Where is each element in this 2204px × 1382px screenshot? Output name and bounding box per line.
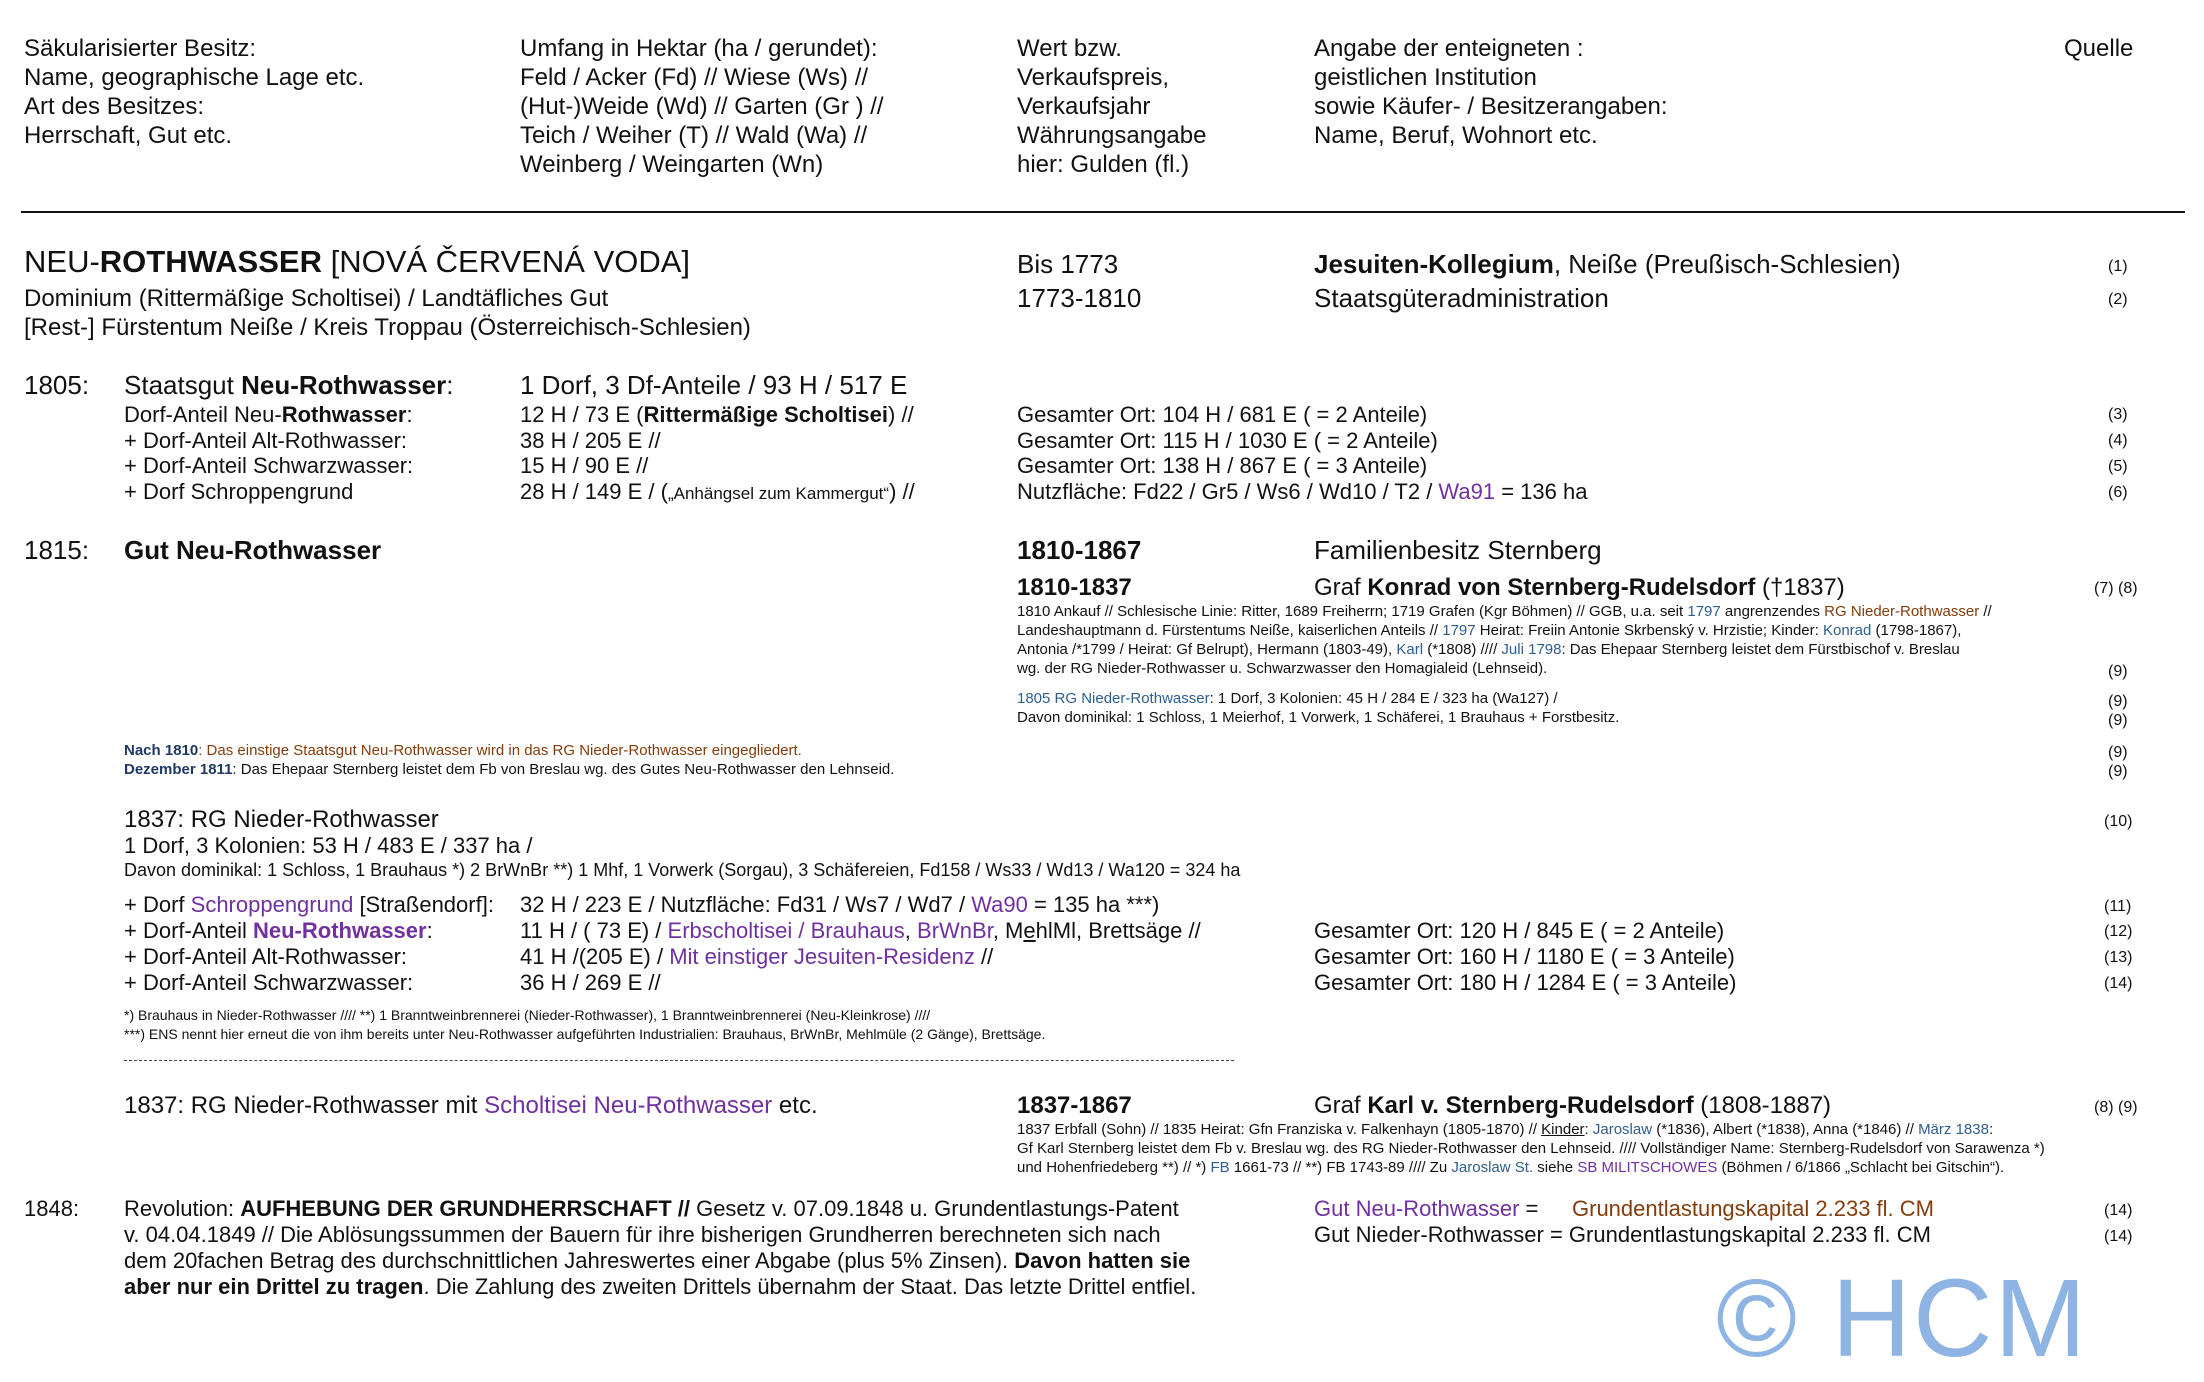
ref-14c: (14) xyxy=(2104,1228,2133,1245)
dorf-anteil-schwarz-total: Gesamter Ort: 138 H / 867 E ( = 3 Anteile) xyxy=(1017,453,1428,478)
konrad-detail-1: 1810 Ankauf // Schlesische Linie: Ritter, 1689 Freiherrn; 1719 Grafen (Kgr Böhmen) // GGB, u.a. seit 1797 angrenzendes RG Nieder-Rothwasser // xyxy=(1017,603,1992,620)
rg-dorf-anteil-schwarz-size: 36 H / 269 E // xyxy=(520,970,661,995)
section-divider xyxy=(124,1060,1234,1061)
ref-9d: (9) xyxy=(2108,744,2128,761)
rg-dorf-schroppengrund: + Dorf Schroppengrund [Straßendorf]: xyxy=(124,892,494,917)
year-1815: 1815: xyxy=(24,535,90,565)
dorf-anteil-alt-size: 38 H / 205 E // xyxy=(520,428,661,453)
year-1805: 1805: xyxy=(24,370,90,400)
grundentlastung-neu-kapital: Grundentlastungskapital 2.233 fl. CM xyxy=(1572,1196,1934,1221)
ref-9e: (9) xyxy=(2108,763,2128,780)
rg-1805: 1805 RG Nieder-Rothwasser: 1 Dorf, 3 Kolonien: 45 H / 284 E / 323 ha (Wa127) / xyxy=(1017,690,1558,707)
ref-6: (6) xyxy=(2108,484,2128,501)
note-dezember-1811: Dezember 1811: Das Ehepaar Sternberg leistet dem Fb von Breslau wg. des Gutes Neu-Rothwasser den Lehnseid. xyxy=(124,761,895,778)
rg-1837-title: 1837: RG Nieder-Rothwasser xyxy=(124,806,439,833)
rg-1837-summary: 1 Dorf, 3 Kolonien: 53 H / 483 E / 337 ha / xyxy=(124,833,533,858)
footnote-2: ***) ENS nennt hier erneut die von ihm bereits unter Neu-Rothwasser aufgeführten Industrialien: Brauhaus, BrWnBr, Mehlmüle (2 Gänge), Brettsäge. xyxy=(124,1026,1046,1042)
revolution-line4: aber nur ein Drittel zu tragen. Die Zahlung des zweiten Drittels übernahm der Staat. Das letzte Drittel entfiel. xyxy=(124,1274,1197,1299)
header-col-institution: Angabe der enteigneten : geistlichen Institution sowie Käufer- / Besitzerangaben: Name, Beruf, Wohnort etc. xyxy=(1314,35,1668,149)
ref-3: (3) xyxy=(2108,406,2128,423)
ref-13: (13) xyxy=(2104,949,2133,966)
ref-7-8: (7) (8) xyxy=(2094,580,2138,597)
dorf-anteil-schwarz: + Dorf-Anteil Schwarzwasser: xyxy=(124,453,414,478)
dorf-schroppengrund-size: 28 H / 149 E / („Anhängsel zum Kammergut“) // xyxy=(520,479,915,504)
konrad-detail-2: Landeshauptmann d. Fürstentums Neiße, kaiserlichen Anteils // 1797 Heirat: Freiin Antonie Skrbenský v. Hrzistie; Kinder: Konrad (1798-1867), xyxy=(1017,622,1962,639)
ref-10: (10) xyxy=(2104,813,2133,830)
dorf-anteil-alt-total: Gesamter Ort: 115 H / 1030 E ( = 2 Anteile) xyxy=(1017,428,1438,453)
note-nach-1810: Nach 1810: Das einstige Staatsgut Neu-Rothwasser wird in das RG Nieder-Rothwasser eingegliedert. xyxy=(124,742,802,759)
ref-4: (4) xyxy=(2108,432,2128,449)
dorf-schroppengrund: + Dorf Schroppengrund xyxy=(124,479,354,504)
header-col-quelle: Quelle xyxy=(2064,35,2134,62)
rg-dorf-schroppengrund-size: 32 H / 223 E / Nutzfläche: Fd31 / Ws7 / Wd7 / Wa90 = 135 ha ***) xyxy=(520,892,1160,917)
ref-2: (2) xyxy=(2108,291,2128,308)
revolution-line1: Revolution: AUFHEBUNG DER GRUNDHERRSCHAFT // Gesetz v. 07.09.1848 u. Grundentlastungs-Patent xyxy=(124,1196,1179,1221)
konrad-detail-4: wg. der RG Nieder-Rothwasser u. Schwarzwasser den Homagialeid (Lehnseid). xyxy=(1017,660,1548,677)
dorf-anteil-neu: Dorf-Anteil Neu-Rothwasser: xyxy=(124,402,413,427)
revolution-line3: dem 20fachen Betrag des durchschnittlichen Jahreswertes einer Abgabe (plus 5% Zinsen). Davon hatten sie xyxy=(124,1248,1191,1273)
header-col-besitz: Säkularisierter Besitz: Name, geographische Lage etc. Art des Besitzes: Herrschaft, Gut etc. xyxy=(24,35,365,149)
dorf-schroppengrund-nutzflaeche: Nutzfläche: Fd22 / Gr5 / Ws6 / Wd10 / T2 / Wa91 = 136 ha xyxy=(1017,479,1588,504)
konrad-detail-3: Antonia /*1799 / Heirat: Gf Belrupt), Hermann (1803-49), Karl (*1808) //// Juli 1798: Das Ehepaar Sternberg leistet dem Fürstbischof v. Breslau xyxy=(1017,641,1960,658)
title-owner1: Jesuiten-Kollegium, Neiße (Preußisch-Schlesien) xyxy=(1314,249,1901,279)
rg-dorf-anteil-schwarz-total: Gesamter Ort: 180 H / 1284 E ( = 3 Anteile) xyxy=(1314,970,1737,995)
rg-1837-dominikal: Davon dominikal: 1 Schloss, 1 Brauhaus *) 2 BrWnBr **) 1 Mhf, 1 Vorwerk (Sorgau), 3 Schäfereien, Fd158 / Ws33 / Wd13 / Wa120 = 324 ha xyxy=(124,860,1241,880)
staatsgut-summary: 1 Dorf, 3 Df-Anteile / 93 H / 517 E xyxy=(520,370,908,400)
year-1848: 1848: xyxy=(24,1196,80,1221)
karl-detail-1: 1837 Erbfall (Sohn) // 1835 Heirat: Gfn Franziska v. Falkenhayn (1805-1870) // Kinder: Jaroslaw (*1836), Albert (*1838), Anna (*1846) // März 1838: xyxy=(1017,1121,1994,1138)
dorf-anteil-schwarz-size: 15 H / 90 E // xyxy=(520,453,649,478)
grundentlastung-neu: Gut Neu-Rothwasser = xyxy=(1314,1196,1539,1221)
karl-detail-2: Gf Karl Sternberg leistet dem Fb v. Breslau wg. des RG Nieder-Rothwasser den Lehnseid. //// Vollständiger Name: Sternberg-Rudelsdorf von Sarawenza *) xyxy=(1017,1140,2045,1157)
copyright-watermark: © HCM xyxy=(1716,1257,2089,1380)
ref-1: (1) xyxy=(2108,258,2128,275)
dorf-anteil-neu-total: Gesamter Ort: 104 H / 681 E ( = 2 Anteile) xyxy=(1017,402,1428,427)
gut-name-1815: Gut Neu-Rothwasser xyxy=(124,535,382,565)
ref-9a: (9) xyxy=(2108,663,2128,680)
ref-12: (12) xyxy=(2104,923,2133,940)
graf-konrad: Graf Konrad von Sternberg-Rudelsdorf (†1837) xyxy=(1314,574,1845,601)
footnote-1: *) Brauhaus in Nieder-Rothwasser //// **) 1 Branntweinbrennerei (Nieder-Rothwasser), 1 Branntweinbrennerei (Neu-Kleinkrose) //// xyxy=(124,1007,931,1023)
header-col-umfang: Umfang in Hektar (ha / gerundet): Feld / Acker (Fd) // Wiese (Ws) // (Hut-)Weide (Wd) // Garten (Gr ) // Teich / Weiher (T) // Wald (Wa) // Weinberg / Weingarten (Wn) xyxy=(520,35,884,178)
period-1837-1867: 1837-1867 xyxy=(1017,1092,1132,1119)
dorf-anteil-neu-size: 12 H / 73 E (Rittermäßige Scholtisei) // xyxy=(520,402,914,427)
revolution-line2: v. 04.04.1849 // Die Ablösungssummen der Bauern für ihre bisherigen Grundherren berechneten sich nach xyxy=(124,1222,1161,1247)
ref-8-9: (8) (9) xyxy=(2094,1099,2138,1116)
ref-14a: (14) xyxy=(2104,975,2133,992)
rg-dorf-anteil-neu: + Dorf-Anteil Neu-Rothwasser: xyxy=(124,918,433,943)
rg-1805-dominikal: Davon dominikal: 1 Schloss, 1 Meierhof, 1 Vorwerk, 1 Schäferei, 1 Brauhaus + Forstbesitz. xyxy=(1017,709,1620,726)
title-line3: [Rest-] Fürstentum Neiße / Kreis Troppau (Österreichisch-Schlesien) xyxy=(24,314,751,341)
familienbesitz: Familienbesitz Sternberg xyxy=(1314,535,1602,565)
period-1810-1837: 1810-1837 xyxy=(1017,574,1132,601)
ref-9c: (9) xyxy=(2108,712,2128,729)
grundentlastung-nieder: Gut Nieder-Rothwasser = Grundentlastungskapital 2.233 fl. CM xyxy=(1314,1222,1931,1247)
rg-dorf-anteil-alt-total: Gesamter Ort: 160 H / 1180 E ( = 3 Anteile) xyxy=(1314,944,1735,969)
staatsgut-name: Staatsgut Neu-Rothwasser: xyxy=(124,370,454,400)
rg-dorf-anteil-neu-total: Gesamter Ort: 120 H / 845 E ( = 2 Anteile) xyxy=(1314,918,1725,943)
ref-14b: (14) xyxy=(2104,1202,2133,1219)
title-owner2: Staatsgüteradministration xyxy=(1314,283,1609,313)
ref-9b: (9) xyxy=(2108,693,2128,710)
rg-dorf-anteil-alt-size: 41 H /(205 E) / Mit einstiger Jesuiten-Residenz // xyxy=(520,944,994,969)
ref-5: (5) xyxy=(2108,458,2128,475)
ref-11: (11) xyxy=(2104,898,2132,915)
graf-karl: Graf Karl v. Sternberg-Rudelsdorf (1808-1887) xyxy=(1314,1092,1832,1119)
title-line2: Dominium (Rittermäßige Scholtisei) / Landtäfliches Gut xyxy=(24,285,609,312)
header-col-wert: Wert bzw. Verkaufspreis, Verkaufsjahr Währungsangabe hier: Gulden (fl.) xyxy=(1017,35,1207,178)
page-title: NEU-ROTHWASSER [NOVÁ ČERVENÁ VODA] xyxy=(24,244,691,279)
rg-dorf-anteil-alt: + Dorf-Anteil Alt-Rothwasser: xyxy=(124,944,408,969)
dorf-anteil-alt: + Dorf-Anteil Alt-Rothwasser: xyxy=(124,428,408,453)
rg-1837-scholtisei: 1837: RG Nieder-Rothwasser mit Scholtisei Neu-Rothwasser etc. xyxy=(124,1092,818,1119)
rg-dorf-anteil-neu-size: 11 H / ( 73 E) / Erbscholtisei / Brauhaus, BrWnBr, MehlMl, Brettsäge // xyxy=(520,918,1201,943)
header-divider xyxy=(21,211,2185,213)
title-year2: 1773-1810 xyxy=(1017,283,1142,313)
karl-detail-3: und Hohenfriedeberg **) // *) FB 1661-73 // **) FB 1743-89 //// Zu Jaroslaw St. siehe SB MILITSCHOWES (Böhmen / 6/1866 „Schlacht bei Gitschin“). xyxy=(1017,1159,2005,1176)
rg-dorf-anteil-schwarz: + Dorf-Anteil Schwarzwasser: xyxy=(124,970,414,995)
title-year1: Bis 1773 xyxy=(1017,249,1119,279)
period-1810-1867: 1810-1867 xyxy=(1017,535,1142,565)
